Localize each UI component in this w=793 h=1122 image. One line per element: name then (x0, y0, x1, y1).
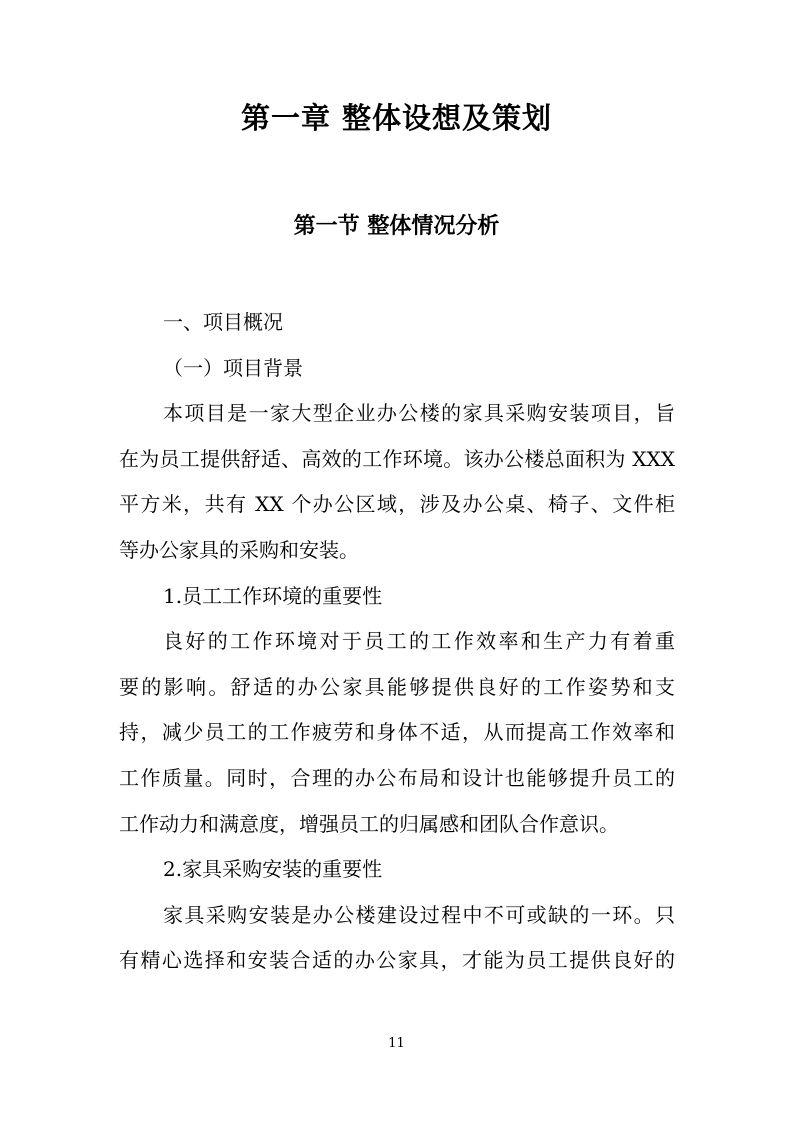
section-title: 第一节 整体情况分析 (293, 214, 500, 239)
paragraph-line: 持，减少员工的工作疲劳和身体不适，从而提高工作效率和 (119, 720, 675, 745)
chapter-title: 第一章 整体设想及策划 (240, 101, 553, 135)
paragraph-line: 要的影响。舒适的办公家具能够提供良好的工作姿势和支 (119, 674, 675, 699)
paragraph-line: 在为员工提供舒适、高效的工作环境。该办公楼总面积为 XXX (119, 446, 675, 471)
paragraph-line: 工作动力和满意度，增强员工的归属感和团队合作意识。 (119, 811, 619, 836)
heading-project-background: （一）项目背景 (163, 355, 303, 380)
paragraph-line: 良好的工作环境对于员工的工作效率和生产力有着重 (163, 629, 675, 654)
heading-project-overview: 一、项目概况 (163, 310, 283, 334)
paragraph-line: 工作质量。同时，合理的办公布局和设计也能够提升员工的 (119, 765, 675, 790)
paragraph-line: 平方米，共有 XX 个办公区域，涉及办公桌、椅子、文件柜 (119, 492, 675, 517)
paragraph-line: 本项目是一家大型企业办公楼的家具采购安装项目，旨 (163, 401, 675, 426)
paragraph-line: 等办公家具的采购和安装。 (119, 537, 359, 562)
body-text (119, 300, 675, 984)
page-number: 11 (388, 1036, 405, 1051)
paragraph-line: 家具采购安装是办公楼建设过程中不可或缺的一环。只 (163, 902, 675, 927)
heading-furniture-importance: 2.家具采购安装的重要性 (163, 857, 383, 882)
heading-work-environment: 1.员工工作环境的重要性 (163, 583, 383, 608)
paragraph-line: 有精心选择和安装合适的办公家具，才能为员工提供良好的 (119, 948, 675, 973)
